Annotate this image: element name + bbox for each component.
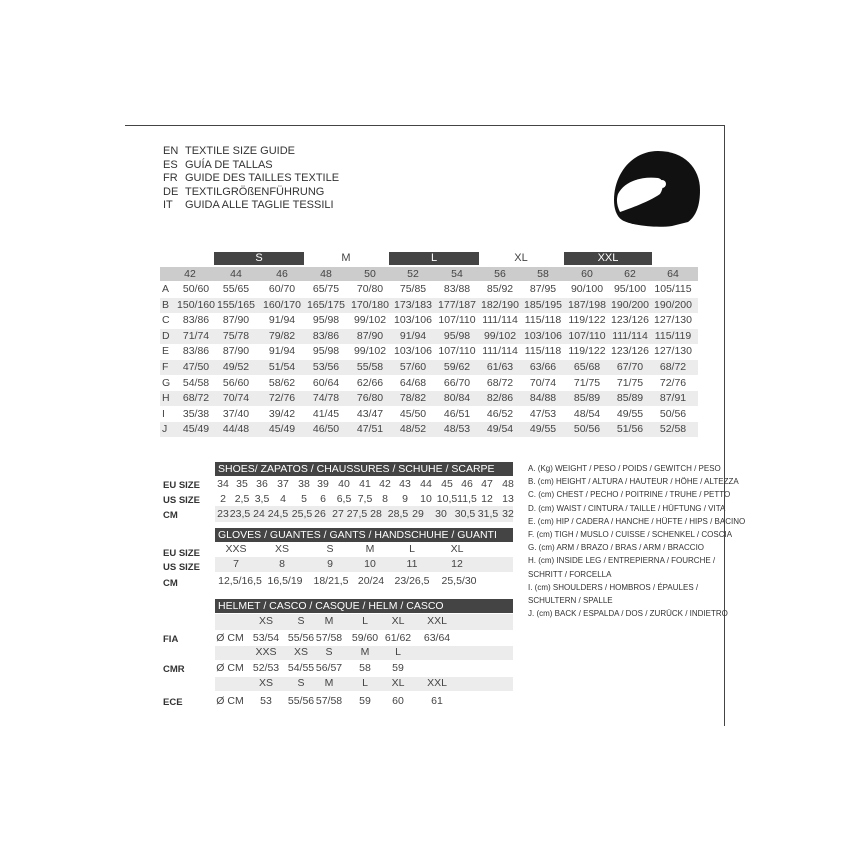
shoe-eu-size: 43: [399, 478, 411, 490]
table-cell: 59/62: [443, 361, 471, 373]
shoe-eu-size: 42: [379, 478, 391, 490]
table-cell: 85/89: [616, 392, 644, 405]
row-label: D: [162, 329, 170, 342]
table-cell: 48/52: [399, 423, 427, 436]
helmet-cmr-value: 59: [392, 662, 404, 674]
table-cell: 60/70: [268, 283, 296, 295]
shoe-cm-size: 28,5: [387, 508, 409, 520]
table-cell: 190/200: [654, 298, 692, 311]
table-cell: 41/45: [312, 407, 340, 420]
table-cell: 99/102: [483, 329, 517, 342]
shoe-eu-size: 34: [217, 478, 229, 490]
table-cell: 50/56: [573, 423, 601, 436]
size-number: 62: [624, 268, 636, 280]
helmet-ece-value: 60: [392, 695, 404, 707]
table-cell: 87/95: [529, 283, 557, 295]
shoe-eu-size: 39: [317, 478, 329, 490]
helmet-cmr-size: XS: [293, 646, 309, 658]
legend-line: SCHULTERN / SPALLE: [528, 596, 613, 606]
glove-us-size: 9: [327, 558, 333, 570]
title-es: ES GUÍA DE TALLAS: [163, 158, 273, 171]
table-cell: 90/100: [570, 283, 604, 295]
helmet-ece-size: M: [324, 677, 334, 689]
shoe-eu-size: 38: [298, 478, 310, 490]
helmet-fia-value: 57/58: [315, 632, 343, 644]
table-cell: 79/82: [268, 329, 296, 342]
legend-line: H. (cm) INSIDE LEG / ENTREPIERNA / FOURCHE /: [528, 556, 716, 566]
helmet-ece-unit: Ø CM: [216, 695, 244, 707]
gloves-section-title: GLOVES / GUANTES / GANTS / HANDSCHUHE / GUANTI: [215, 528, 513, 542]
table-cell: 111/114: [482, 345, 518, 358]
table-cell: 46/51: [443, 407, 471, 420]
shoe-eu-size: 44: [420, 478, 432, 490]
helmet-ece-size: XL: [391, 677, 405, 689]
legend-line: B. (cm) HEIGHT / ALTURA / HAUTEUR / HÖHE / ALTEZZA: [528, 477, 739, 487]
shoe-cm-size: 23,5: [229, 508, 251, 520]
size-number: 58: [537, 268, 549, 280]
size-header-xxl: XXL: [564, 252, 652, 265]
table-cell: 80/84: [443, 392, 471, 405]
table-cell: 72/76: [659, 376, 687, 389]
table-cell: 49/54: [486, 423, 514, 436]
table-cell: 64/68: [399, 376, 427, 389]
table-cell: 49/55: [529, 423, 557, 436]
shoe-eu-size: 37: [277, 478, 289, 490]
row-label: F: [162, 361, 169, 373]
table-cell: 83/86: [312, 329, 340, 342]
helmet-ece-size: L: [362, 677, 368, 689]
helmet-cmr-value: 54/55: [287, 662, 315, 674]
table-cell: 57/60: [399, 361, 427, 373]
size-number: 60: [581, 268, 593, 280]
table-cell: 107/110: [438, 345, 476, 358]
table-cell: 67/70: [616, 361, 644, 373]
table-cell: 99/102: [353, 345, 387, 358]
table-cell: 83/88: [443, 283, 471, 295]
table-cell: 87/90: [222, 345, 250, 358]
shoe-us-size: 2: [220, 493, 226, 505]
shoe-us-size: 2,5: [234, 493, 250, 505]
gloves-cm-label: CM: [163, 578, 178, 589]
size-header-m: M: [341, 252, 351, 264]
table-cell: 111/114: [612, 329, 648, 342]
glove-us-size: 11: [406, 558, 418, 570]
table-cell: 70/80: [356, 283, 384, 295]
table-cell: 55/58: [356, 361, 384, 373]
helmet-cmr-value: 52/53: [252, 662, 280, 674]
table-cell: 46/50: [312, 423, 340, 436]
table-cell: 45/49: [182, 423, 210, 436]
legend-line: E. (cm) HIP / CADERA / HANCHE / HÜFTE / HIPS / BACINO: [528, 516, 746, 526]
shoe-us-size: 5: [301, 493, 307, 505]
table-cell: 99/102: [353, 314, 387, 327]
table-cell: 75/85: [399, 283, 427, 295]
size-number: 52: [407, 268, 419, 280]
shoe-eu-size: 41: [359, 478, 371, 490]
glove-us-size: 10: [364, 558, 376, 570]
glove-size: XS: [274, 543, 290, 555]
shoe-us-size: 13: [502, 493, 514, 505]
table-cell: 37/40: [222, 407, 250, 420]
legend-line: A. (Kg) WEIGHT / PESO / POIDS / GEWITCH / PESO: [528, 464, 721, 473]
table-cell: 61/63: [486, 361, 514, 373]
table-cell: 63/66: [529, 361, 557, 373]
helmet-fia-size: XXL: [427, 615, 447, 627]
table-cell: 103/106: [524, 329, 562, 342]
glove-cm-size: 18/21,5: [313, 575, 349, 587]
shoe-us-size: 6: [320, 493, 326, 505]
helmet-cmr-label: CMR: [163, 664, 185, 675]
legend-line: J. (cm) BACK / ESPALDA / DOS / ZURÜCK / INDIETRO: [528, 609, 728, 619]
size-number: 42: [184, 268, 196, 280]
table-cell: 95/98: [312, 345, 340, 358]
table-cell: 83/86: [182, 314, 210, 327]
table-cell: 119/122: [568, 345, 606, 358]
shoe-cm-size: 23: [217, 508, 229, 520]
table-cell: 51/56: [616, 423, 644, 436]
table-cell: 47/51: [356, 423, 384, 436]
table-cell: 46/52: [486, 407, 514, 420]
helmet-cmr-size: S: [325, 646, 333, 658]
table-cell: 111/114: [482, 314, 518, 327]
glove-cm-size: 25,5/30: [441, 575, 477, 587]
glove-size: M: [365, 543, 375, 555]
table-cell: 155/165: [217, 298, 255, 311]
table-cell: 103/106: [394, 314, 432, 327]
table-cell: 87/90: [222, 314, 250, 327]
table-cell: 85/92: [486, 283, 514, 295]
table-cell: 71/75: [573, 376, 601, 389]
table-cell: 45/49: [268, 423, 296, 436]
row-label: J: [162, 423, 168, 436]
table-cell: 78/82: [399, 392, 427, 405]
table-cell: 87/90: [356, 329, 384, 342]
shoe-cm-size: 26: [314, 508, 326, 520]
shoe-eu-size: 36: [256, 478, 268, 490]
row-label: B: [162, 298, 170, 311]
table-cell: 107/110: [438, 314, 476, 327]
legend-line: SCHRITT / FORCELLA: [528, 569, 612, 579]
glove-us-size: 8: [279, 558, 285, 570]
table-cell: 190/200: [611, 298, 649, 311]
table-cell: 56/60: [222, 376, 250, 389]
table-cell: 127/130: [654, 314, 692, 327]
row-label: E: [162, 345, 170, 358]
glove-size: XL: [450, 543, 464, 555]
glove-cm-size: 20/24: [357, 575, 385, 587]
table-cell: 70/74: [222, 392, 250, 405]
table-cell: 127/130: [654, 345, 692, 358]
table-cell: 58/62: [268, 376, 296, 389]
shoe-us-size: 8: [382, 493, 388, 505]
table-cell: 44/48: [222, 423, 250, 436]
table-cell: 68/72: [659, 361, 687, 373]
size-header-l: L: [389, 252, 479, 265]
shoe-us-size: 9: [402, 493, 408, 505]
shoe-cm-size: 24: [253, 508, 265, 520]
table-cell: 75/78: [222, 329, 250, 342]
table-cell: 105/115: [654, 283, 692, 295]
table-cell: 68/72: [486, 376, 514, 389]
table-cell: 95/98: [443, 329, 471, 342]
table-cell: 83/86: [182, 345, 210, 358]
title-fr: FR GUIDE DES TAILLES TEXTILE: [163, 172, 340, 185]
title-it: IT GUIDA ALLE TAGLIE TESSILI: [163, 199, 334, 212]
helmet-fia-value: 55/56: [287, 632, 315, 644]
measurement-legend: [528, 462, 745, 620]
table-cell: 50/56: [659, 407, 687, 420]
table-cell: 82/86: [486, 392, 514, 405]
shoe-eu-size: 45: [441, 478, 453, 490]
shoe-us-size: 11,5: [457, 493, 477, 505]
glove-cm-size: 16,5/19: [267, 575, 303, 587]
table-cell: 187/198: [568, 298, 606, 311]
shoe-us-size: 6,5: [336, 493, 352, 505]
table-cell: 71/74: [182, 329, 210, 342]
glove-us-size: 7: [233, 558, 239, 570]
helmet-ece-value: 57/58: [315, 695, 343, 707]
table-cell: 45/50: [399, 407, 427, 420]
helmet-ece-label: ECE: [163, 697, 183, 708]
table-cell: 70/74: [529, 376, 557, 389]
table-cell: 39/42: [268, 407, 296, 420]
helmet-fia-label: FIA: [163, 634, 179, 645]
helmet-cmr-value: 56/57: [315, 662, 343, 674]
title-block: [163, 145, 339, 213]
table-cell: 71/75: [616, 376, 644, 389]
table-cell: 95/100: [613, 283, 647, 295]
helmet-section-title: HELMET / CASCO / CASQUE / HELM / CASCO: [215, 599, 513, 613]
glove-size: L: [409, 543, 415, 555]
table-cell: 170/180: [351, 298, 389, 311]
shoe-eu-size: 35: [236, 478, 248, 490]
shoes-section-title: SHOES/ ZAPATOS / CHAUSSURES / SCHUHE / SCARPE: [215, 462, 513, 476]
table-cell: 43/47: [356, 407, 384, 420]
helmet-fia-value: 61/62: [384, 632, 412, 644]
table-cell: 54/58: [182, 376, 210, 389]
table-cell: 74/78: [312, 392, 340, 405]
size-number: 44: [230, 268, 242, 280]
helmet-fia-value: 53/54: [252, 632, 280, 644]
table-cell: 173/183: [394, 298, 432, 311]
table-cell: 150/160: [177, 298, 215, 311]
shoe-cm-size: 28: [370, 508, 382, 520]
shoes-us-label: US SIZE: [163, 495, 200, 506]
table-cell: 177/187: [438, 298, 476, 311]
table-cell: 51/54: [268, 361, 296, 373]
helmet-fia-unit: Ø CM: [216, 632, 244, 644]
table-cell: 53/56: [312, 361, 340, 373]
table-cell: 91/94: [399, 329, 427, 342]
shoes-cm-label: CM: [163, 510, 178, 521]
row-label: H: [162, 392, 170, 405]
legend-line: D. (cm) WAIST / CINTURA / TAILLE / HÜFTUNG / VITA: [528, 503, 726, 513]
table-cell: 55/65: [222, 283, 250, 295]
size-header-xl: XL: [514, 252, 528, 264]
table-cell: 119/122: [568, 314, 606, 327]
helmet-icon: [612, 148, 704, 228]
table-cell: 115/118: [524, 314, 562, 327]
table-cell: 72/76: [268, 392, 296, 405]
shoe-us-size: 12: [481, 493, 493, 505]
table-cell: 160/170: [263, 298, 301, 311]
legend-line: G. (cm) ARM / BRAZO / BRAS / ARM / BRACCIO: [528, 543, 705, 553]
table-cell: 87/91: [659, 392, 687, 405]
table-cell: 182/190: [481, 298, 519, 311]
helmet-ece-size: S: [297, 677, 305, 689]
table-cell: 91/94: [268, 314, 296, 327]
glove-us-size: 12: [451, 558, 463, 570]
table-cell: 95/98: [312, 314, 340, 327]
table-cell: 49/55: [616, 407, 644, 420]
size-number: 48: [320, 268, 332, 280]
shoe-cm-size: 32: [502, 508, 514, 520]
shoe-eu-size: 48: [502, 478, 514, 490]
shoe-cm-size: 30: [435, 508, 447, 520]
helmet-fia-size: XL: [391, 615, 405, 627]
table-cell: 91/94: [268, 345, 296, 358]
table-cell: 48/53: [443, 423, 471, 436]
table-cell: 115/119: [654, 329, 692, 342]
table-cell: 84/88: [529, 392, 557, 405]
helmet-cmr-value: 58: [359, 662, 371, 674]
glove-cm-size: 23/26,5: [394, 575, 430, 587]
shoe-cm-size: 27,5: [346, 508, 368, 520]
helmet-fia-value: 63/64: [423, 632, 451, 644]
shoe-eu-size: 40: [338, 478, 350, 490]
table-cell: 123/126: [611, 345, 649, 358]
shoe-eu-size: 47: [481, 478, 493, 490]
table-cell: 47/53: [529, 407, 557, 420]
helmet-fia-size: M: [324, 615, 334, 627]
size-number: 56: [494, 268, 506, 280]
helmet-cmr-unit: Ø CM: [216, 662, 244, 674]
helmet-fia-size: S: [297, 615, 305, 627]
size-number: 46: [276, 268, 288, 280]
shoe-cm-size: 25,5: [291, 508, 313, 520]
helmet-cmr-size: M: [360, 646, 370, 658]
row-label: G: [162, 376, 171, 389]
table-cell: 85/89: [573, 392, 601, 405]
table-cell: 165/175: [307, 298, 345, 311]
legend-line: I. (cm) SHOULDERS / HOMBROS / ÉPAULES /: [528, 582, 699, 592]
helmet-ece-size: XXL: [427, 677, 447, 689]
helmet-fia-size: XS: [258, 615, 274, 627]
table-cell: 35/38: [182, 407, 210, 420]
helmet-ece-size: XS: [258, 677, 274, 689]
legend-line: F. (cm) TIGH / MUSLO / CUISSE / SCHENKEL / COSCIA: [528, 530, 733, 540]
table-cell: 103/106: [394, 345, 432, 358]
helmet-fia-value: 59/60: [351, 632, 379, 644]
shoe-us-size: 7,5: [357, 493, 373, 505]
shoe-cm-size: 24,5: [267, 508, 289, 520]
size-header-s: S: [214, 252, 304, 265]
table-cell: 185/195: [524, 298, 562, 311]
table-cell: 66/70: [443, 376, 471, 389]
helmet-ece-value: 55/56: [287, 695, 315, 707]
helmet-fia-size: L: [362, 615, 368, 627]
table-cell: 49/52: [222, 361, 250, 373]
table-cell: 60/64: [312, 376, 340, 389]
helmet-cmr-size: L: [395, 646, 401, 658]
shoe-cm-size: 27: [332, 508, 344, 520]
table-cell: 76/80: [356, 392, 384, 405]
shoe-cm-size: 29: [412, 508, 424, 520]
row-label: A: [162, 283, 170, 295]
helmet-ece-value: 61: [431, 695, 443, 707]
table-cell: 68/72: [182, 392, 210, 405]
table-cell: 115/118: [524, 345, 562, 358]
shoe-eu-size: 46: [461, 478, 473, 490]
legend-line: C. (cm) CHEST / PECHO / POITRINE / TRUHE / PETTO: [528, 490, 731, 500]
glove-size: S: [326, 543, 334, 555]
helmet-ece-value: 53: [260, 695, 272, 707]
shoe-us-size: 4: [280, 493, 286, 505]
row-label: I: [162, 407, 165, 420]
gloves-eu-label: EU SIZE: [163, 548, 200, 559]
size-number: 50: [364, 268, 376, 280]
shoe-cm-size: 30,5: [454, 508, 476, 520]
shoe-us-size: 10: [420, 493, 432, 505]
shoe-us-size: 3,5: [254, 493, 270, 505]
title-de: DE TEXTILGRÖßENFÜHRUNG: [163, 185, 325, 198]
glove-size: XXS: [225, 543, 247, 555]
table-cell: 52/58: [659, 423, 687, 436]
table-cell: 50/60: [182, 283, 210, 295]
table-cell: 62/66: [356, 376, 384, 389]
glove-cm-size: 12,5/16,5: [218, 575, 262, 587]
shoe-us-size: 10,5: [436, 493, 458, 505]
table-cell: 47/50: [182, 361, 210, 373]
row-label: C: [162, 314, 170, 327]
size-number: 54: [451, 268, 463, 280]
shoe-cm-size: 31,5: [477, 508, 499, 520]
table-cell: 107/110: [568, 329, 606, 342]
table-cell: 123/126: [611, 314, 649, 327]
helmet-ece-value: 59: [359, 695, 371, 707]
table-cell: 65/68: [573, 361, 601, 373]
table-cell: 65/75: [312, 283, 340, 295]
table-cell: 48/54: [573, 407, 601, 420]
shoes-eu-label: EU SIZE: [163, 480, 200, 491]
title-en: EN TEXTILE SIZE GUIDE: [163, 145, 296, 157]
size-number: 64: [667, 268, 679, 280]
helmet-cmr-size: XXS: [255, 646, 277, 658]
gloves-us-label: US SIZE: [163, 562, 200, 573]
